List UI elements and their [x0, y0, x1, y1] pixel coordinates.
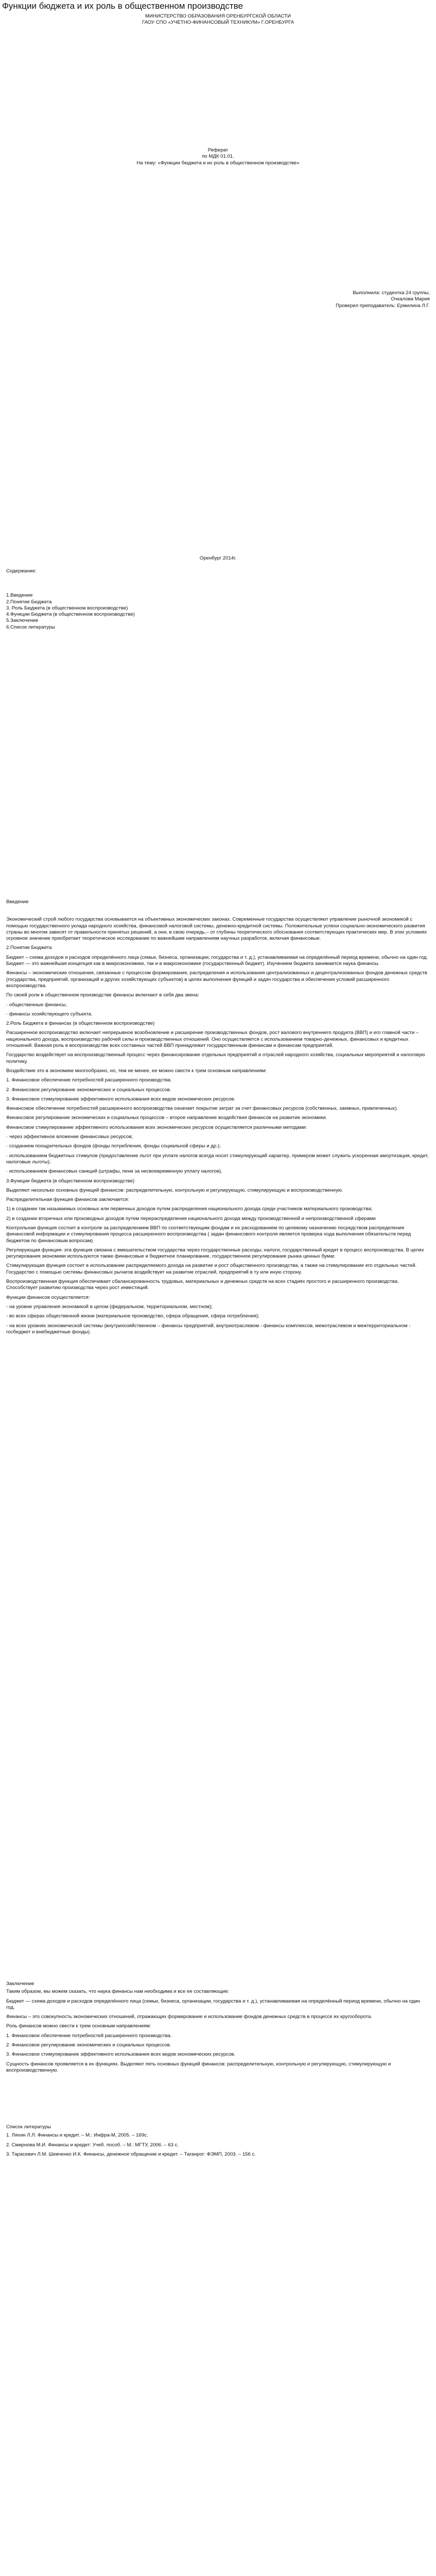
section-heading: Заключение	[6, 1981, 34, 1987]
toc-list	[6, 592, 430, 631]
paragraph: · созданием поощрительных фондов (фонды потребления, фонды социальной сферы и др.);	[6, 1143, 221, 1149]
introduction-section	[6, 899, 430, 1338]
cover-topic-line: На тему: «Функции бюджета и их роль в общественном производстве»	[136, 160, 300, 166]
paragraph: Финансовое регулирование экономических и социальных процессов – второе направление воздействия финансов на развитие экономики.	[6, 1115, 327, 1121]
paragraph: Бюджет — схема доходов и расходов определённого лица (семьи, бизнеса, организации, государства и т. д.), устанавливаемая на определённый период времени, обычно на один год.	[6, 1998, 420, 2010]
literature-item: 1. Ляхин Л.Л. Финансы и кредит. – М.: Инфра-М, 2005. – 169с.	[6, 2132, 148, 2139]
paragraph: Сущность финансов проявляется в их функциях. Выделяют пять основных функций финансов: распределительную, контрольную и регулирующую, стимулирующую и воспроизводственную.	[6, 2061, 391, 2073]
paragraph: 1. Финансовое обеспечение потребностей расширенного производства.	[6, 1077, 172, 1083]
cover-authors	[6, 290, 430, 309]
paragraph: - на уровне управления экономикой в целом (федеральном, территориальном, местном);	[6, 1303, 213, 1310]
author-student: Очкалова Мария	[391, 296, 430, 302]
paragraph: · через эффективное вложение финансовых ресурсов;	[6, 1134, 133, 1140]
paragraph: Экономический строй любого государства основывается на объективных экономических законах. Современные государства осуществляют управление рыночной экономикой с помощью государственного уклада народного хозяйства, финансовой налоговой системы, денежно-кредитной системы. Положительные успехи социально-экономического развития страны во многом зависят от правильности принятых решений, а они, в свою очередь,– от глубины теоретического обоснования соответствующих практических мер. В этих условиях огромное значение приобретает теоретическое исследование по важнейшим направлениям научных разработок, включая финансовые.	[6, 917, 427, 942]
paragraph: Бюджет – схема доходов и расходов определённого лица (семьи, бизнеса, организации, государства и т. д.), устанавливаемая на определённый период времени, обычно на один год. Бюджет — это важнейшая концепция как в микроэкономике, так и в макроэкономике (государственный бюджет). Изучением бюджета занимается наука финансы.	[6, 954, 428, 967]
literature-list	[6, 2132, 430, 2158]
paragraph: 3.Функции бюджета (в общественном воспроизводстве)	[6, 1178, 135, 1184]
author-performed: Выполнила: студентка 24 группы,	[353, 290, 430, 296]
section-heading: Введение	[6, 899, 29, 905]
paragraph: Стимулирующая функция состоит в использовании распределяемого дохода на развитие и рост общественного производства, а также на стимулирование его отдельных частей. Государство с помощью системы финансовых рычагов воздействует на развитие отраслей, предприятий в ту или иную сторону.	[6, 1263, 417, 1275]
toc-heading: Содержание:	[6, 568, 37, 574]
author-checked: Проверил преподаватель: Ермилина Л.Г.	[336, 302, 430, 309]
paragraph: 1. Финансовое обеспечение потребностей расширенного производства.	[6, 2032, 172, 2039]
paragraph: По своей роли в общественном производстве финансы включают в себя два звена:	[6, 992, 199, 998]
cover-header	[6, 13, 430, 26]
paragraph: Роль финансов можно свести к трем основным направлениям:	[6, 2023, 151, 2029]
paragraph: 2. Финансовое регулирование экономических и социальных процессов.	[6, 1087, 171, 1093]
literature-item: 3. Тарасевич Л.М. Шевченко И.К. Финансы, денежное обращение и кредит. – Таганрог: ФЭМП, 2003. – 156 с.	[6, 2151, 256, 2157]
paragraph: - на всех уровнях экономической системы (внутрихозяйственном – финансы предприятий, внутриотраслевом - финансы комплексов, межотраслевом и межтерриториальном - госбюджет и внебюджетные фонды).	[6, 1323, 411, 1335]
paragraph: · использованием бюджетных стимулов (предоставление льгот при уплате налогов всегда носит стимулирующий характер, примером может служить ускоренная амортизация, кредит, налоговые льготы);	[6, 1153, 429, 1165]
literature-item: 2. Смирнова М.И. Финансы и кредит: Учеб. пособ. – М.: МГТУ, 2006. – 63 с.	[6, 2142, 179, 2148]
paragraph: 3. Финансовое стимулирование эффективного использования всех видов экономических ресурсов.	[6, 2052, 236, 2058]
ministry-line: МИНИСТЕРСТВО ОБРАЗОВАНИЯ ОРЕНБУРГСКОЙ ОБЛАСТИ	[145, 13, 291, 19]
paragraph: Финансы – это совокупность экономических отношений, отражающих формирование и использование фондов денежных средств в процессе их кругооборота.	[6, 2014, 372, 2020]
paragraph: · общественные финансы,	[6, 1002, 67, 1008]
table-of-contents	[6, 568, 430, 631]
paragraph: · использованием финансовых санкций (штрафы, пени за несвоевременную уплату налогов).	[6, 1168, 222, 1175]
paragraph: Финансовое стимулирование эффективного использования всех экономических ресурсов осуществляется различными методами:	[6, 1124, 307, 1130]
paragraph: - во всех сферах общественной жизни (материальное производство, сфера обращения, сфера потребления);	[6, 1313, 259, 1319]
toc-item: 3. Роль Бюджета (в общественном воспроизводстве)	[6, 605, 128, 611]
paragraph: Воздействие это в экономике многообразно, но, тем не менее, ее можно свести к трем основным направлениям:	[6, 1067, 267, 1074]
paragraph: 3. Финансовое стимулирование эффективного использования всех видов экономических ресурсов.	[6, 1096, 236, 1102]
institution-line: ГАОУ СПО «УЧЕТНО-ФИНАНСОВЫЙ ТЕХНИКУМ» Г.ОРЕНБУРГА	[142, 20, 294, 26]
section-body	[6, 917, 430, 1335]
city-year	[6, 555, 430, 562]
paragraph: Финансовое обеспечение потребностей расширенного воспроизводства означает покрытие затрат за счет финансовых ресурсов (собственных, заемных, привлеченных).	[6, 1106, 398, 1112]
paragraph: 1) в создании так называемых основных или первичных доходов путем распределения национального дохода среди участников материального производства;	[6, 1206, 373, 1212]
toc-item: 2.Понятие Бюджета	[6, 599, 52, 605]
paragraph: Регулирующая функция- эта функция связана с вмешательством государства через государственные расходы, налоги, государственный кредит в процесс воспроизводства. В целях регулирования экономики используются также финансовые и бюджетное планирование, государственное регулирование рынка ценных бумаг.	[6, 1247, 424, 1260]
literature-section	[6, 2124, 430, 2158]
paragraph: Функции финансов осуществляется:	[6, 1294, 90, 1300]
section-body	[6, 1989, 430, 2074]
cover-discipline: по МДК 01.01.	[202, 154, 234, 160]
paragraph: Воспроизводственная функция обеспечивает сбалансированность трудовых, материальных и денежных средств на всех стадиях простого и расширенного производства. Способствует развитию производства через рост инвестиций.	[6, 1279, 399, 1291]
city-year-line: Оренбург 2014г.	[199, 555, 237, 561]
paragraph: Контрольная функция состоит в контроле за распределением ВВП по соответствующим фондам и их расходованием по целевому назначению посредством распределения финансовой информации и стимулирования процесса расширенного воспроизводства ( задан финансового контроля является проверка хода выполнения обязательств перед бюджетом по финансовым вопросам)	[6, 1225, 411, 1244]
toc-item: 6.Список литературы	[6, 624, 56, 630]
paragraph: Государство воздействует на воспроизводственный процесс через финансирование отдельных предприятий и отраслей народного хозяйства, социальных мероприятий и налоговую политику.	[6, 1052, 425, 1064]
page-title: Функции бюджета и их роль в общественном производстве	[2, 1, 243, 11]
paragraph: Финансы – экономические отношения, связанные с процессом формирования, распределения и использования централизованных и децентрализованных фондов денежных средств (государства, предприятий, организаций и других хозяйствующих субъектов) в целях выполнения функций и задач государства и обеспечения условий расширенного воспроизводства.	[6, 970, 427, 989]
paragraph: Расширенное воспроизводство включает непрерывное возобновление и расширение производственных фондов, рост валового внутреннего продукта (ВВП) и его главной части – национального дохода, воспроизводство рабочей силы и производственных отношений. Оно осуществляется с использованием товарно-денежных, финансовых и кредитных отношений. Важная роль в воспроизводстве всех составных частей ВВП принадлежит государственным финансам и финансам предприятий.	[6, 1030, 419, 1049]
paragraph: · финансы хозяйствующего субъекта.	[6, 1011, 93, 1017]
paragraph: 2.Роль Бюджета в финансах (в общественном воспроизводстве)	[6, 1021, 155, 1027]
paragraph: Распределительная функция финансов заключается:	[6, 1197, 129, 1203]
cover-topic	[6, 147, 430, 166]
paragraph: 2) в создании вторичных или производных доходов путем перераспределения национального дохода между производственной и непроизводственной сферами	[6, 1215, 376, 1222]
toc-item: 1.Введение	[6, 592, 33, 599]
toc-item: 4.Функции Бюджета (в общественном воспроизводстве)	[6, 612, 135, 618]
paragraph: 2. Финансовое регулирование экономических и социальных процессов.	[6, 2042, 171, 2048]
paragraph: Таким образом, мы можем сказать, что наука финансы нам необходима и все ее составляющие:	[6, 1989, 230, 1995]
paragraph: 2.Понятие Бюджета	[6, 945, 52, 951]
toc-item: 5.Заключение	[6, 618, 39, 624]
conclusion-section	[6, 1981, 430, 2077]
cover-kind: Реферат	[207, 147, 229, 153]
paragraph: Выделяют несколько основных функций финансов: распределительную, контрольную и регулирующую, стимулирующую и воспроизводственную.	[6, 1187, 343, 1193]
section-heading: Список литературы	[6, 2124, 51, 2130]
